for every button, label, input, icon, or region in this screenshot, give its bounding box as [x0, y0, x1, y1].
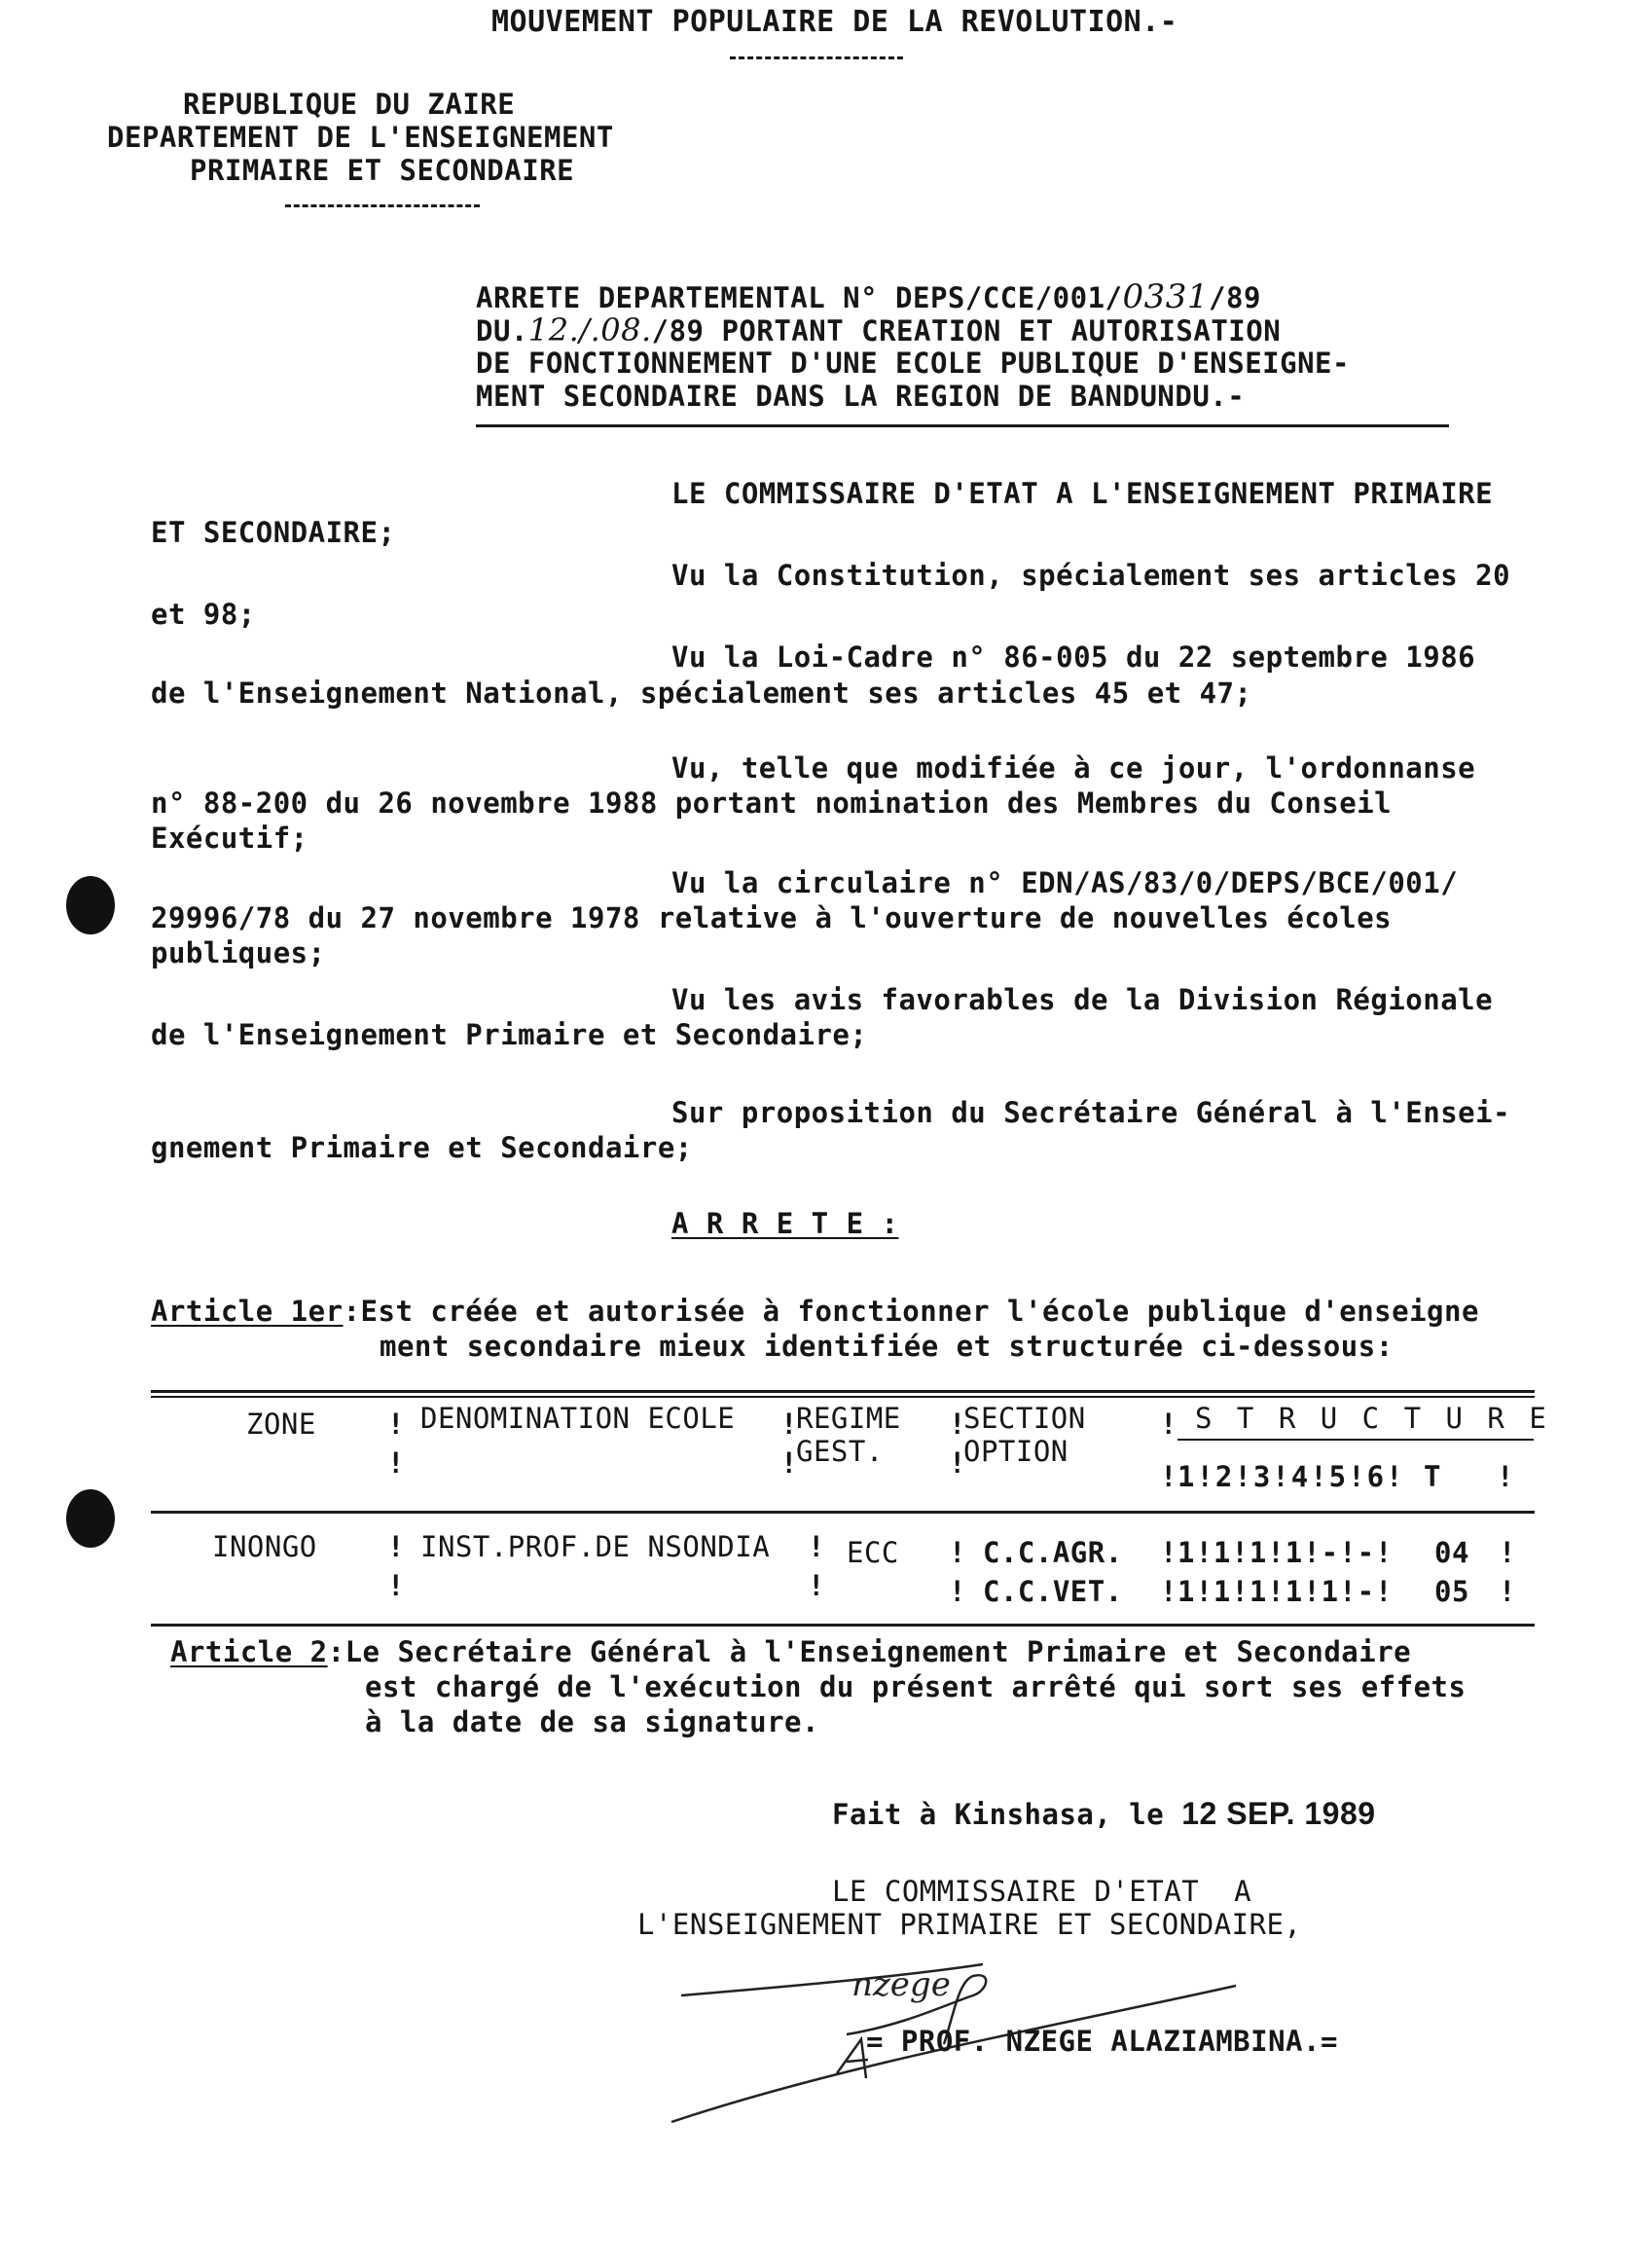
table-bottom-rule [151, 1624, 1535, 1627]
constitution-ref-a: Vu la Constitution, spécialement ses articles 20 [671, 559, 1511, 592]
row-total-1: 04 [1434, 1536, 1469, 1569]
constitution-ref-b: et 98; [151, 598, 256, 631]
decree-date-handwritten: 12./.08. [527, 311, 652, 348]
circulaire-ref-b: 29996/78 du 27 novembre 1978 relative à l'ouverture de nouvelles écoles [151, 901, 1393, 934]
header-regime-b: GEST. [796, 1435, 884, 1468]
ordonnance-ref-b: n° 88-200 du 26 novembre 1988 portant nomination des Membres du Conseil [151, 786, 1393, 820]
header-structure: S T R U C T U R E [1195, 1402, 1550, 1435]
department-line-2: PRIMAIRE ET SECONDAIRE [190, 154, 575, 187]
table-top-rule [151, 1390, 1535, 1393]
row-option-1: C.C.AGR. [983, 1536, 1123, 1569]
title-rule [476, 424, 1449, 427]
row-option-2: C.C.VET. [983, 1575, 1123, 1608]
header-regime-a: REGIME [796, 1402, 901, 1435]
republic-name: REPUBLIQUE DU ZAIRE [183, 88, 516, 121]
ordonnance-ref-c: Exécutif; [151, 822, 308, 855]
article-1: Article 1er:Est créée et autorisée à fonctionner l'école publique d'enseigne [151, 1295, 1479, 1328]
article-1-label: Article 1er [151, 1295, 344, 1328]
article-1-continued: ment secondaire mieux identifiée et structurée ci-dessous: [380, 1330, 1394, 1363]
header-structure-columns: 1!2!3!4!5!6! T [1177, 1460, 1443, 1493]
structure-subrule [1177, 1439, 1534, 1441]
signatory-title-b: L'ENSEIGNEMENT PRIMAIRE ET SECONDAIRE, [637, 1908, 1302, 1941]
row-structure-1: 1!1!1!1!-!-! [1177, 1536, 1394, 1569]
row-structure-2: 1!1!1!1!1!-! [1177, 1575, 1394, 1608]
circulaire-ref-a: Vu la circulaire n° EDN/AS/83/0/DEPS/BCE/001/ [671, 866, 1459, 899]
row-total-2: 05 [1434, 1575, 1469, 1608]
punch-hole-bottom [66, 1489, 115, 1548]
header-section-a: SECTION [963, 1402, 1086, 1435]
punch-hole-top [66, 876, 115, 934]
decree-title-line-1: ARRETE DEPARTEMENTAL N° DEPS/CCE/001/0331/89 [476, 277, 1261, 316]
signing-place: Fait à Kinshasa, le 12 SEP. 1989 [832, 1796, 1376, 1831]
document-page: MOUVEMENT POPULAIRE DE LA REVOLUTION.- REPUBLIQUE DU ZAIRE DEPARTEMENT DE L'ENSEIGNEMENT PRIMAIRE ET SECONDAIRE ARRETE DEPARTEMENTAL N° DEPS/CCE/001/0331/89 DU.12./.08./89 PORTANT CREATION ET AUTORISATION DE FONCTIONNEMENT D'UNE ECOLE PUBLIQUE D'ENSEIGNE- MENT SECONDAIRE DANS LA REGION DE BANDUNDU.- LE COMMISSAIRE D'ETAT A L'ENSEIGNEMENT PRIMAIRE ET SECONDAIRE; Vu la Constitution, spécialement ses articles 20 et 98; Vu la Loi-Cadre n° 86-005 du 22 septembre 1986 de l'Enseignement National, spécialement ses articles 45 et 47; Vu, telle que modifiée à ce jour, l'ordonnanse n° 88-200 du 26 novembre 1988 portant nomination des Membres du Conseil Exécutif; Vu la circulaire n° EDN/AS/83/0/DEPS/BCE/001/ 29996/78 du 27 novembre 1978 relative à l'ouverture de nouvelles écoles publiques; Vu les avis favorables de la Division Régionale de l'Enseignement Primaire et Secondaire; Sur proposition du Secrétaire Général à l'Ensei- gnement Primaire et Secondaire; A R R E T E : Article 1er:Est créée et autorisée à fonctionner l'école publique d'enseigne ment secondaire mieux identifiée et structurée ci-dessous: ZONE DENOMINATION ECOLE REGIME GEST. SECTION OPTION S T R U C T U R E 1!2!3!4!5!6! T ! ! ! ! ! ! ! ! ! INONGO ! ! INST.PROF.DE NSONDIA ! ! ECC ! ! C.C.AGR. C.C.VET. ! ! 1!1!1!1!-!-! 1!1!1!1!1!-! 04 05 ! ! Article 2:Le Secrétaire Général à l'Enseignement Primaire et Secondaire est chargé de l'exécution du présent arrêté qui sort ses effets à la date de sa signature. Fait à Kinshasa, le 12 SEP. 1989 LE COMMISSAIRE D'ETAT A L'ENSEIGNEMENT PRIMAIRE ET SECONDAIRE, nzege = PROF. NZEGE ALAZIAMBINA.= [0, 0, 1630, 2268]
decree-title-line-2: DU.12./.08./89 PORTANT CREATION ET AUTORISATION [476, 311, 1282, 348]
commissioner-intro-a: LE COMMISSAIRE D'ETAT A L'ENSEIGNEMENT PRIMAIRE [671, 477, 1494, 510]
article-2-line-3: à la date de sa signature. [365, 1705, 819, 1738]
header-divider [730, 56, 903, 59]
avis-ref-b: de l'Enseignement Primaire et Secondaire; [151, 1018, 868, 1051]
header-zone: ZONE [246, 1408, 316, 1441]
loi-cadre-ref-a: Vu la Loi-Cadre n° 86-005 du 22 septembre 1986 [671, 640, 1476, 674]
decree-title-line-4: MENT SECONDAIRE DANS LA REGION DE BANDUNDU.- [476, 380, 1246, 413]
row-ecole: INST.PROF.DE NSONDIA [420, 1530, 771, 1563]
avis-ref-a: Vu les avis favorables de la Division Régionale [671, 983, 1494, 1016]
signatory-title-a: LE COMMISSAIRE D'ETAT A [832, 1875, 1252, 1908]
article-2-line-2: est chargé de l'exécution du présent arrêté qui sort ses effets [365, 1670, 1467, 1703]
arrete-heading: A R R E T E : [671, 1207, 899, 1240]
proposition-ref-b: gnement Primaire et Secondaire; [151, 1131, 693, 1164]
ordonnance-ref-a: Vu, telle que modifiée à ce jour, l'ordonnanse [671, 751, 1476, 785]
table-header-rule [151, 1511, 1535, 1514]
svg-text:nzege: nzege [851, 1965, 951, 2004]
movement-title: MOUVEMENT POPULAIRE DE LA REVOLUTION.- [491, 5, 1178, 39]
department-divider [285, 204, 480, 207]
row-regime: ECC [847, 1536, 899, 1569]
header-ecole: DENOMINATION ECOLE [420, 1402, 736, 1435]
circulaire-ref-c: publiques; [151, 936, 326, 969]
row-zone: INONGO [212, 1530, 317, 1563]
loi-cadre-ref-b: de l'Enseignement National, spécialement ses articles 45 et 47; [151, 677, 1252, 710]
article-2: Article 2:Le Secrétaire Général à l'Enseignement Primaire et Secondaire [170, 1635, 1412, 1668]
article-2-label: Article 2 [170, 1635, 328, 1668]
commissioner-intro-b: ET SECONDAIRE; [151, 516, 396, 549]
decree-number-handwritten: 0331 [1122, 277, 1210, 316]
signing-date-stamp: 12 SEP. 1989 [1181, 1796, 1376, 1831]
proposition-ref-a: Sur proposition du Secrétaire Général à l'Ensei- [671, 1096, 1511, 1129]
table-top-rule-2 [151, 1396, 1535, 1398]
header-section-b: OPTION [963, 1435, 1069, 1468]
signatory-name: = PROF. NZEGE ALAZIAMBINA.= [866, 2025, 1338, 2058]
department-line-1: DEPARTEMENT DE L'ENSEIGNEMENT [107, 121, 614, 154]
decree-title-line-3: DE FONCTIONNEMENT D'UNE ECOLE PUBLIQUE D'ENSEIGNE- [476, 347, 1350, 380]
